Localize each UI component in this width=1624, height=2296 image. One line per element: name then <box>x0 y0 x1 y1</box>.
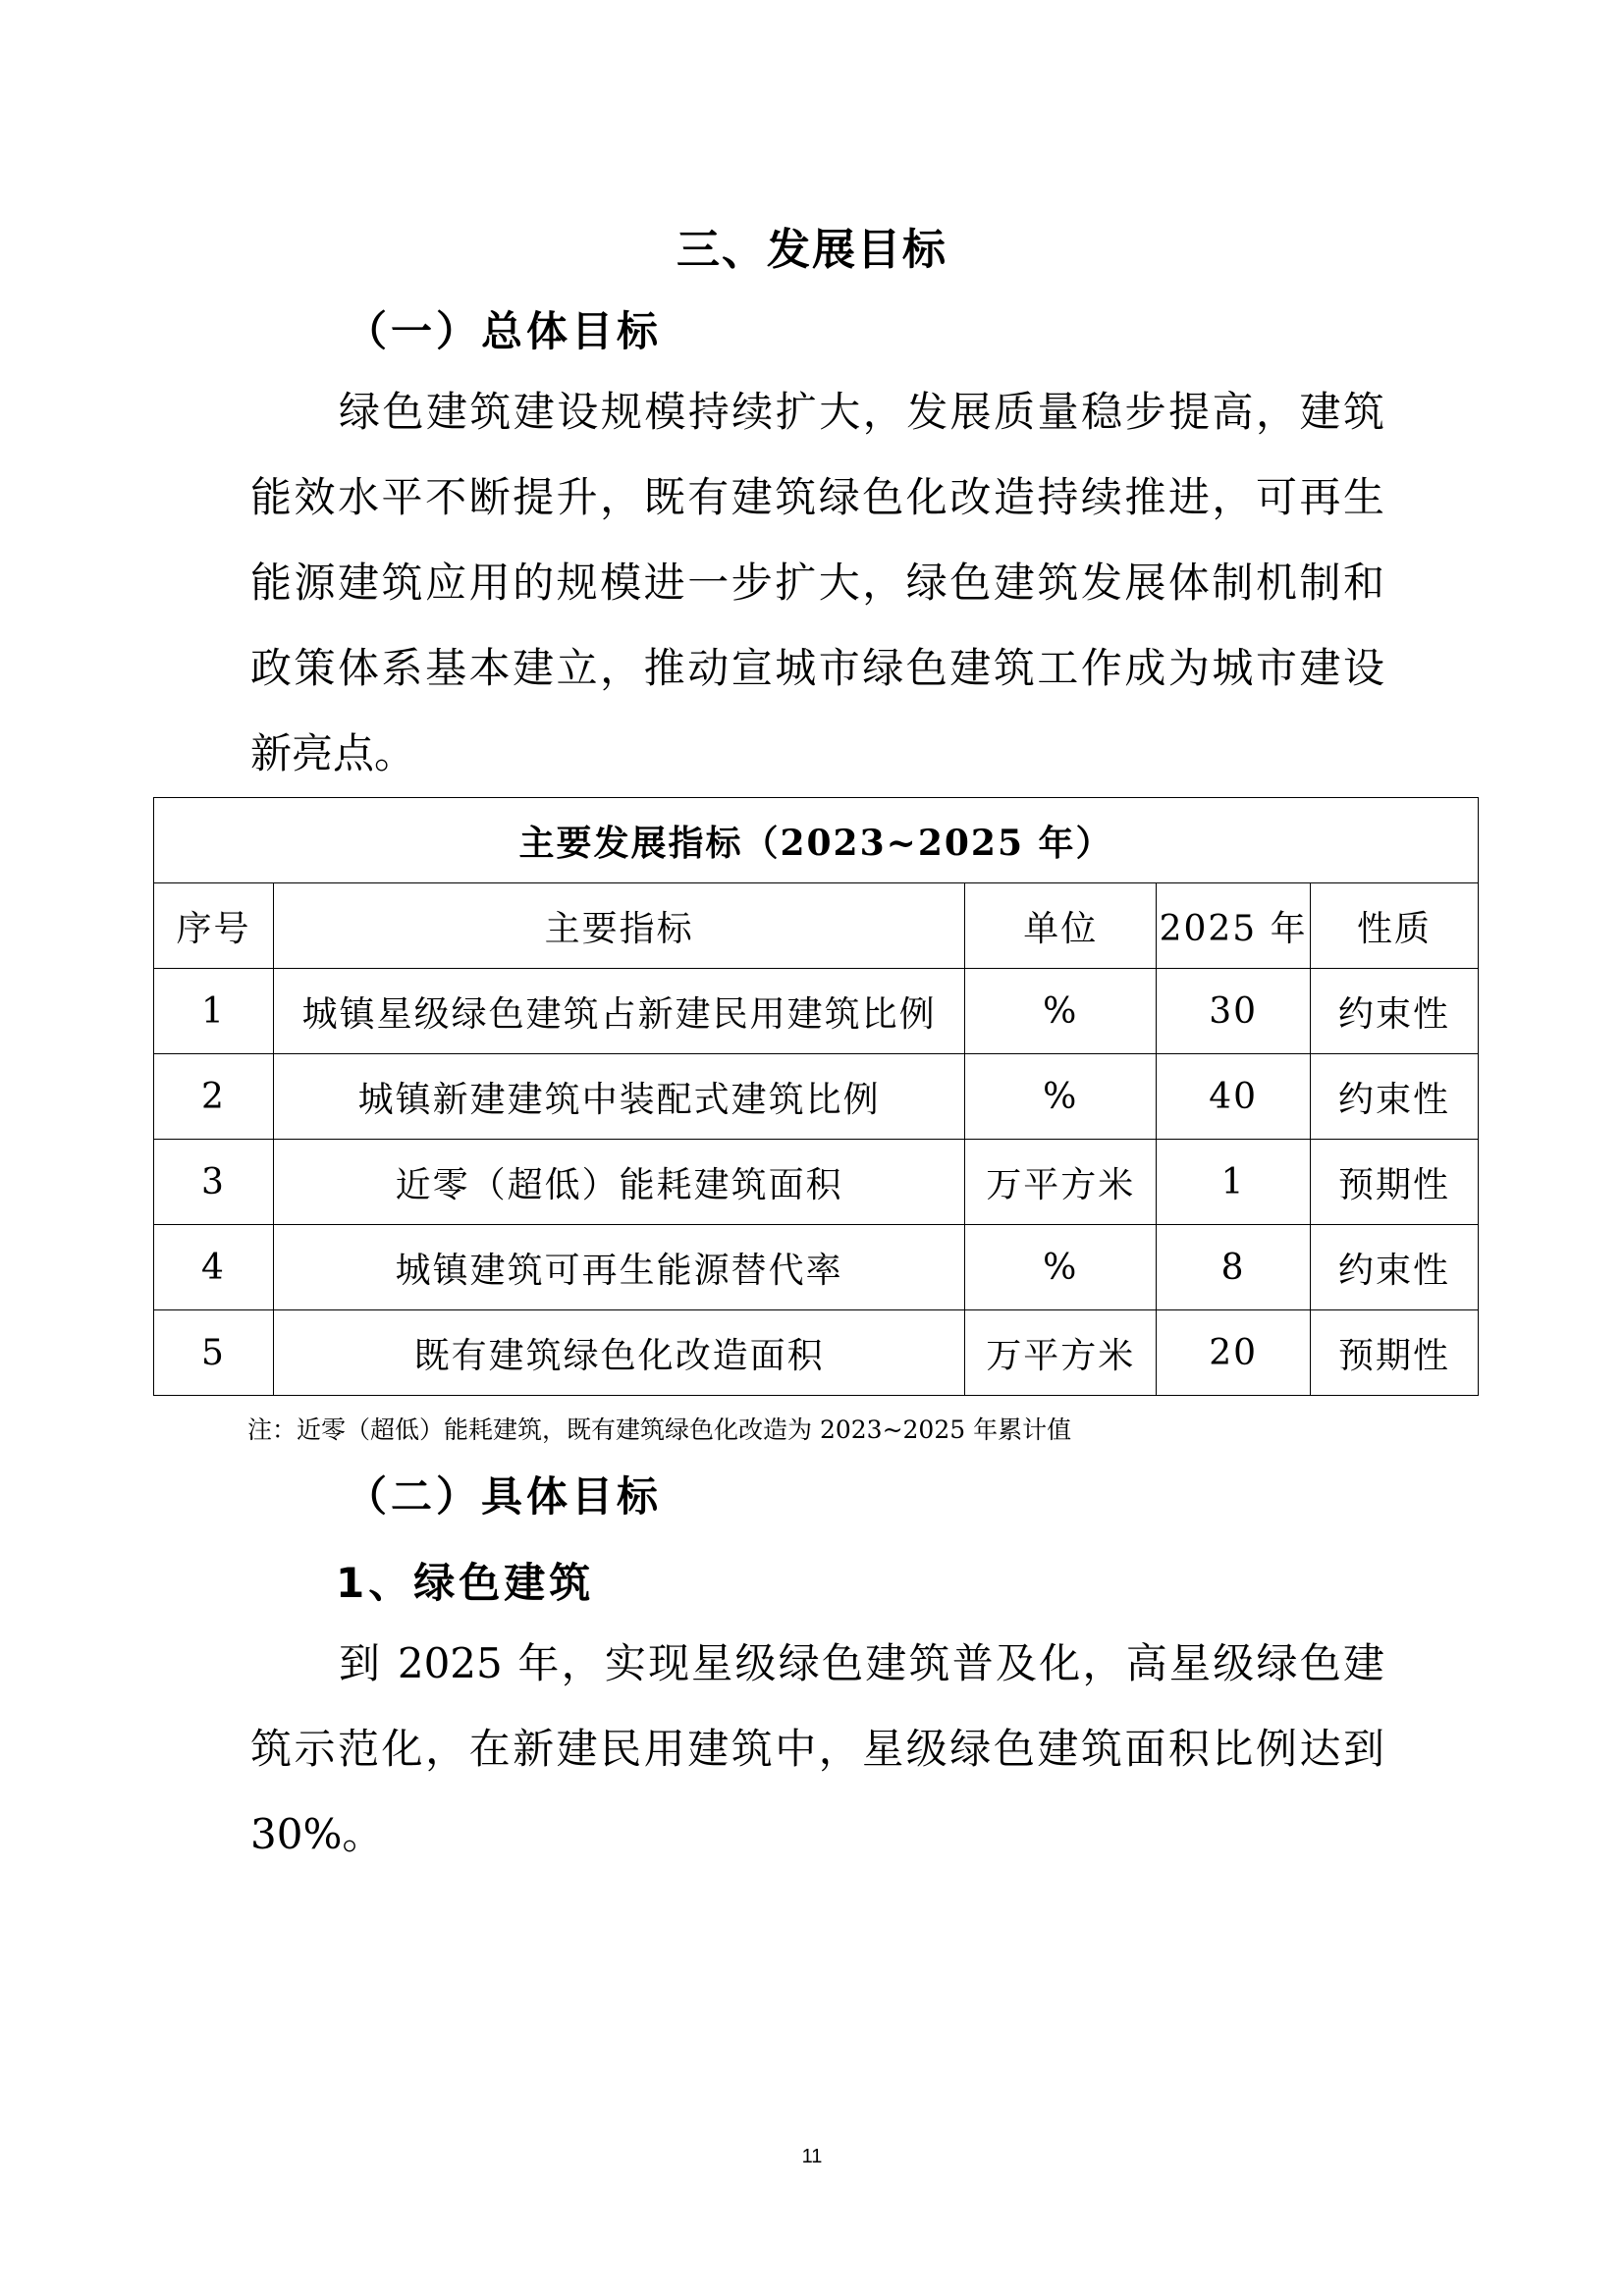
cell: % <box>965 1225 1157 1310</box>
paragraph-line: 筑示范化，在新建民用建筑中，星级绿色建筑面积比例达到 <box>250 1725 1384 1773</box>
table-row <box>154 1054 1479 1140</box>
cell: % <box>965 1054 1157 1140</box>
paragraph-line: 能源建筑应用的规模进一步扩大，绿色建筑发展体制机制和 <box>250 559 1384 607</box>
header-cell: 2025 年 <box>1157 883 1311 969</box>
table-caption: 主要发展指标（2023~2025 年） <box>154 798 1479 883</box>
paragraph-line: 政策体系基本建立，推动宣城市绿色建筑工作成为城市建设 <box>250 644 1384 692</box>
paragraph-line: 能效水平不断提升，既有建筑绿色化改造持续推进，可再生 <box>250 473 1384 521</box>
cell: 2 <box>154 1054 274 1140</box>
section-title: 三、发展目标 <box>677 225 947 275</box>
table-header-row <box>154 883 1479 969</box>
cell: 30 <box>1157 969 1311 1054</box>
table-note: 注：近零（超低）能耗建筑，既有建筑绿色化改造为 2023~2025 年累计值 <box>247 1415 1072 1444</box>
header-cell: 主要指标 <box>273 883 964 969</box>
cell: 1 <box>1157 1140 1311 1225</box>
cell: 20 <box>1157 1310 1311 1396</box>
cell: 万平方米 <box>965 1310 1157 1396</box>
cell: 约束性 <box>1311 1054 1479 1140</box>
cell: 城镇新建建筑中装配式建筑比例 <box>273 1054 964 1140</box>
cell: 城镇建筑可再生能源替代率 <box>273 1225 964 1310</box>
paragraph-line: 新亮点。 <box>250 729 416 777</box>
paragraph-line: 到 2025 年，实现星级绿色建筑普及化，高星级绿色建 <box>339 1639 1384 1687</box>
cell: 约束性 <box>1311 969 1479 1054</box>
header-cell: 序号 <box>154 883 274 969</box>
header-cell: 单位 <box>965 883 1157 969</box>
table-row <box>154 969 1479 1054</box>
header-cell: 性质 <box>1311 883 1479 969</box>
cell: 4 <box>154 1225 274 1310</box>
item-heading-green-building: 1、绿色建筑 <box>336 1559 595 1607</box>
cell: 40 <box>1157 1054 1311 1140</box>
cell: 约束性 <box>1311 1225 1479 1310</box>
table-row <box>154 1310 1479 1396</box>
cell: 万平方米 <box>965 1140 1157 1225</box>
cell: 5 <box>154 1310 274 1396</box>
cell: 1 <box>154 969 274 1054</box>
page-number: 11 <box>801 2146 823 2167</box>
cell: 预期性 <box>1311 1140 1479 1225</box>
cell: % <box>965 969 1157 1054</box>
subsection-heading-specific: （二）具体目标 <box>346 1472 663 1521</box>
cell: 预期性 <box>1311 1310 1479 1396</box>
table-row <box>154 1140 1479 1225</box>
indicators-table <box>153 797 1479 1396</box>
subsection-heading-overall: （一）总体目标 <box>346 307 663 355</box>
cell: 3 <box>154 1140 274 1225</box>
cell: 城镇星级绿色建筑占新建民用建筑比例 <box>273 969 964 1054</box>
paragraph-line: 绿色建筑建设规模持续扩大，发展质量稳步提高，建筑 <box>339 388 1384 436</box>
cell: 近零（超低）能耗建筑面积 <box>273 1140 964 1225</box>
cell: 8 <box>1157 1225 1311 1310</box>
cell: 既有建筑绿色化改造面积 <box>273 1310 964 1396</box>
paragraph-line: 30%。 <box>250 1810 384 1858</box>
table-row <box>154 1225 1479 1310</box>
